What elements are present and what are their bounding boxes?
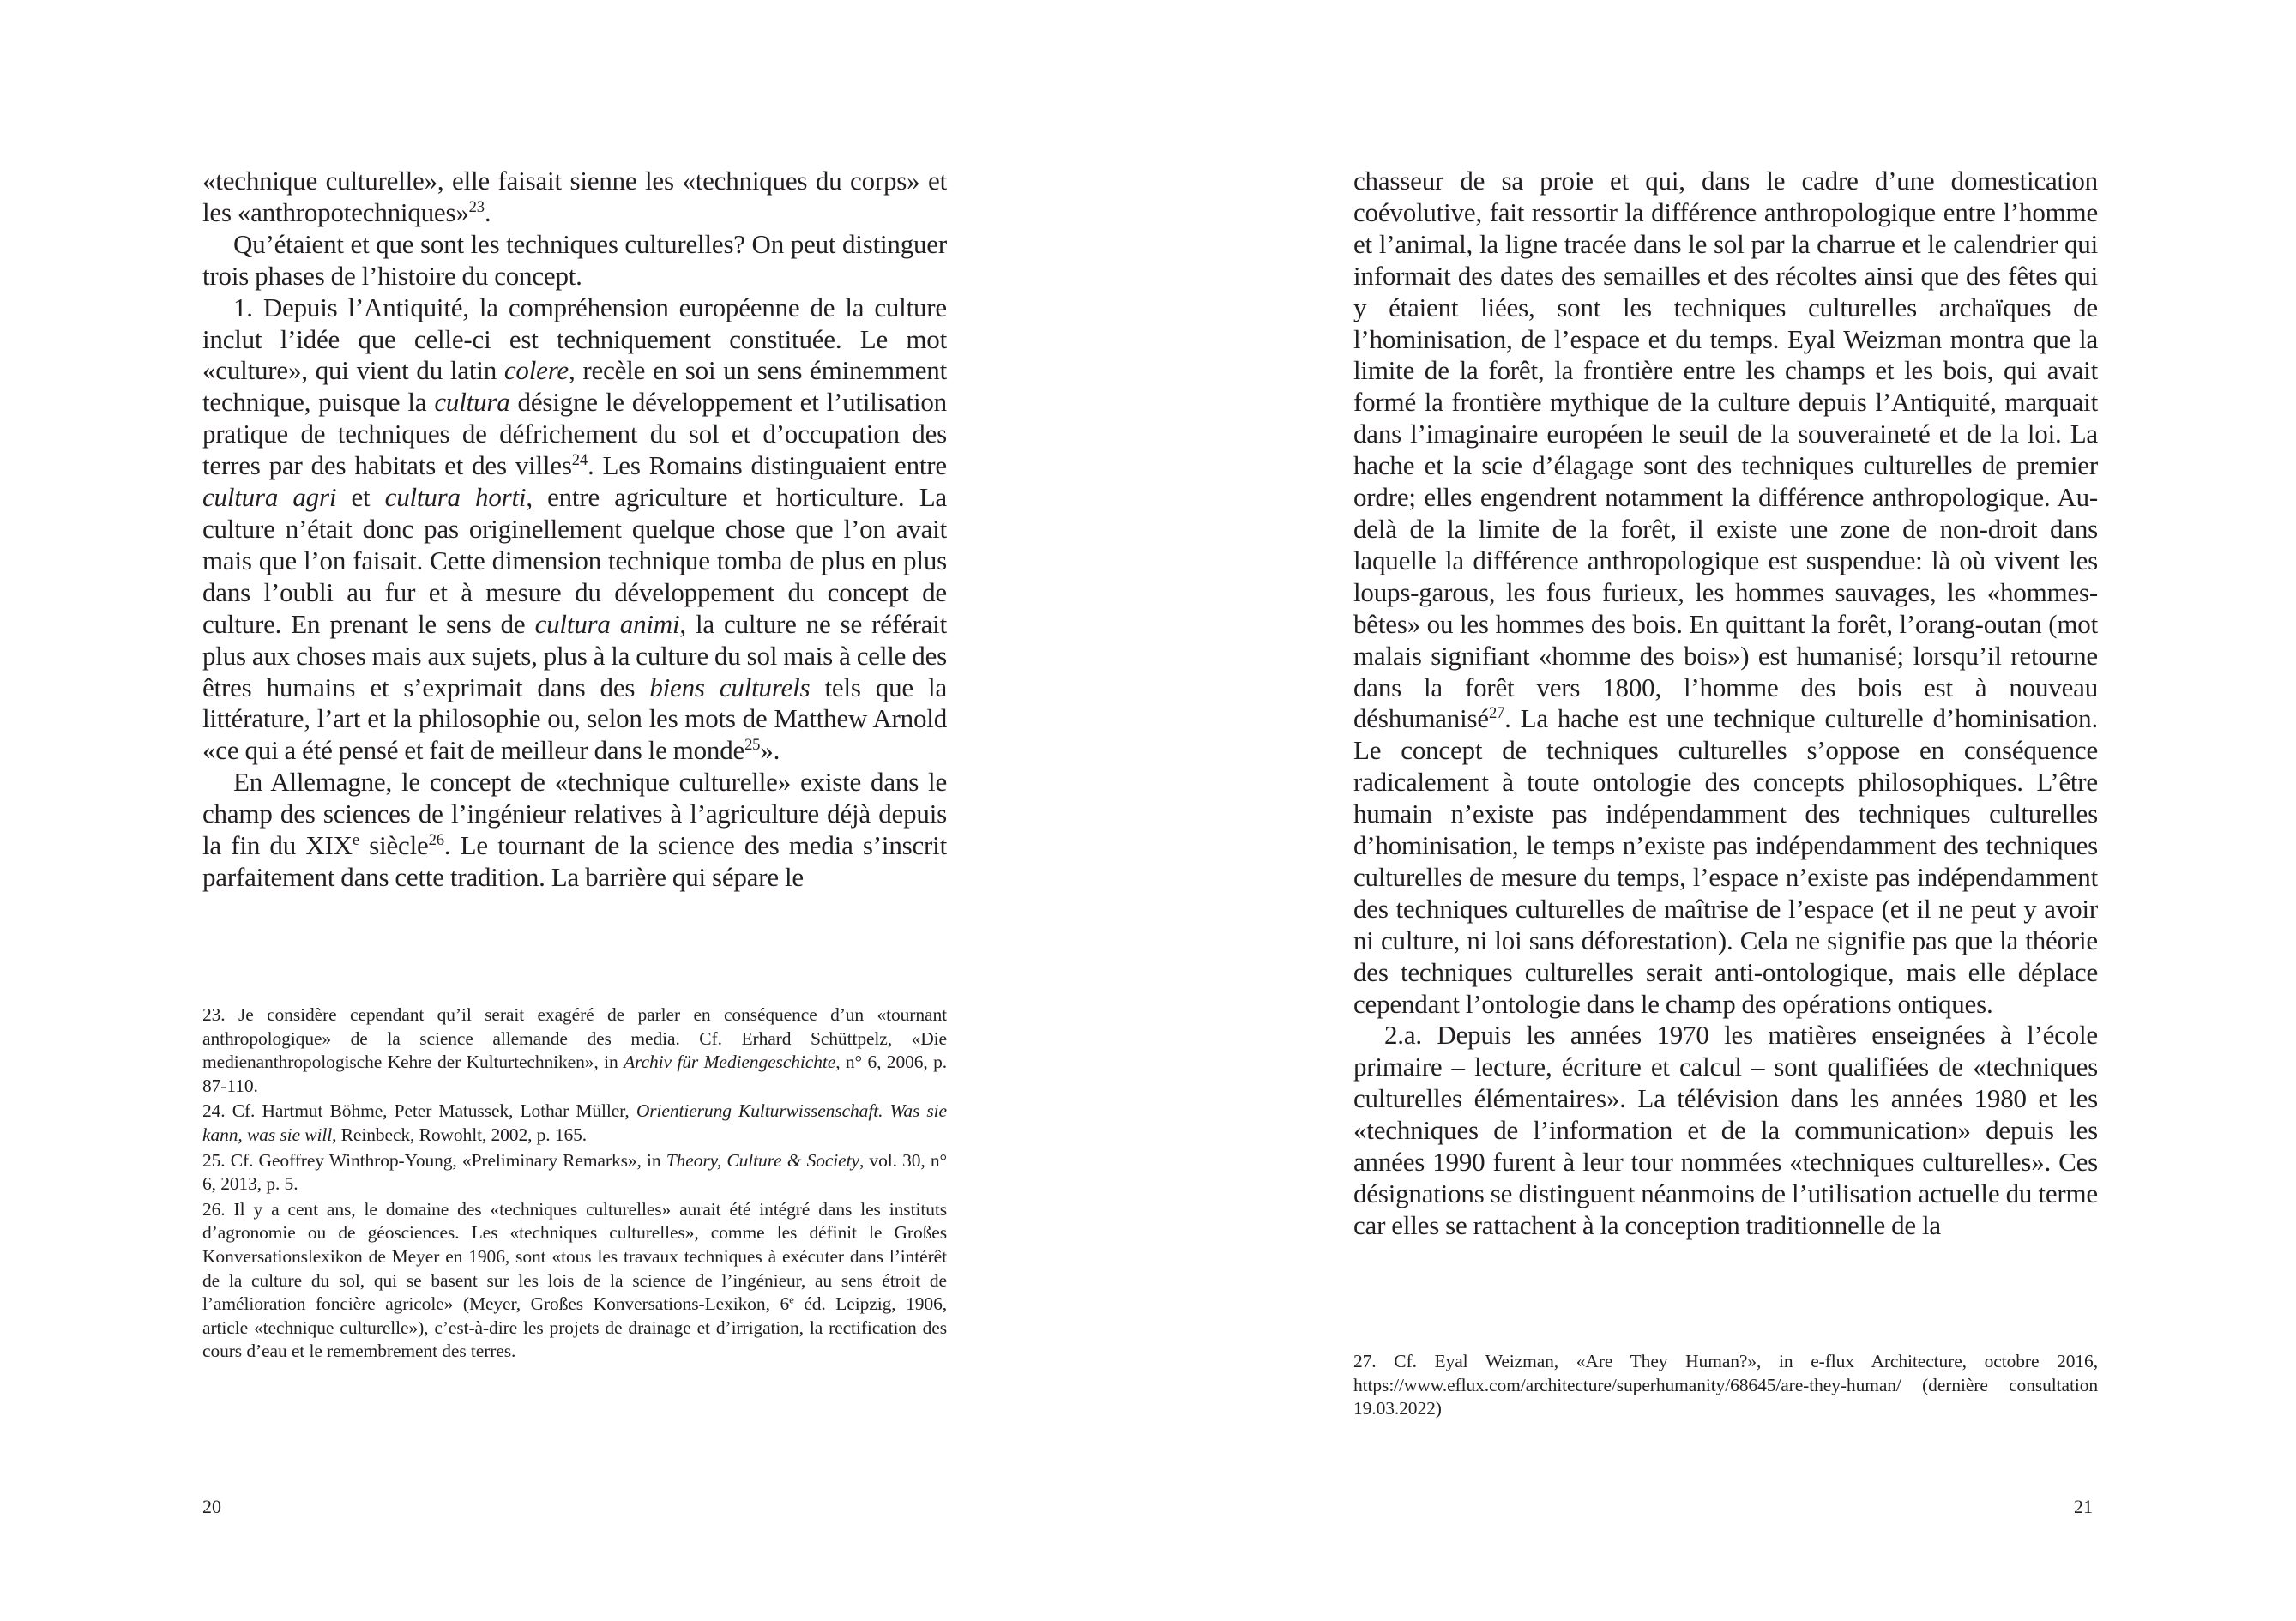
footnote-reference: e — [789, 1293, 794, 1306]
footnote-26 — [202, 1198, 947, 1364]
footnote-reference: 23 — [468, 197, 485, 216]
text-run: 24. Cf. Hartmut Böhme, Peter Matussek, Lothar Müller, — [202, 1100, 636, 1122]
text-run: , n° 6, 2006, p. 87-110. — [202, 1052, 948, 1096]
text-run: désigne le développement et l’utilisation pratique de techniques de défrichement du sol et d’occupation des terres par des habitats et des villes — [202, 387, 947, 481]
page-number-left: 20 — [202, 1496, 221, 1517]
text-run: , recèle en soi un sens éminemment technique, puisque la — [202, 355, 947, 418]
body-paragraph — [202, 292, 947, 768]
italic-text: cultura horti — [384, 482, 527, 513]
italic-text: cultura agri — [202, 482, 337, 513]
left-body-text — [202, 166, 947, 894]
text-run: . Les Romains distinguaient entre — [587, 450, 947, 481]
text-run: 23. Je considère cependant qu’il serait exagéré de parler en conséquence d’un «tournant anthropologique» de la science allemande des media. Cf. Erhard Schüttpelz, «Die medienanthropologische Kehre der Kulturtechniken», in — [202, 1004, 947, 1073]
text-run: 25. Cf. Geoffrey Winthrop-Young, «Preliminary Remarks», in — [202, 1149, 666, 1171]
footnote-reference: 25 — [744, 736, 761, 755]
italic-text: cultura — [434, 387, 510, 418]
right-body-text — [1353, 166, 2098, 1242]
text-run: ». — [760, 735, 780, 766]
text-run: «technique culturelle», elle faisait sienne les «techniques du corps» et les «anthropotechniques» — [202, 166, 947, 227]
text-run: , la culture ne se référait plus aux choses mais aux sujets, plus à la culture du sol mais à celle des êtres humains et s’exprimait dans des — [202, 608, 948, 702]
italic-text: Archiv für Mediengeschichte — [624, 1052, 836, 1073]
text-run: . Le tournant de la science des media s’inscrit parfaitement dans cette tradition. La barrière qui sépare le — [202, 830, 948, 892]
body-paragraph — [1353, 1020, 2098, 1241]
right-footnotes — [1353, 1350, 2098, 1423]
text-run: 2.a. Depuis les années 1970 les matières enseignées à l’école primaire – lecture, écriture et calcul – sont qualifiées de «techniques culturelles élémentaires». La télévision dans les années 1980 et les «techniques de l’information et de la communication» depuis les années 1990 furent à leur tour nommées «techniques culturelles». Ces désignations se distinguent néanmoins de l’utilisation actuelle du terme car elles se rattachent à la conception traditionnelle de la — [1353, 1020, 2098, 1240]
body-paragraph — [1353, 166, 2098, 1020]
text-run: . — [484, 196, 491, 227]
text-run: . La hache est une technique culturelle d’hominisation. Le concept de techniques culturelles s’oppose en conséquence radicalement à toute ontologie des concepts philosophiques. L’être humain n’existe pas indépendamment des techniques culturelles d’hominisation, le temps n’existe pas indépendamment des techniques culturelles de mesure du temps, l’espace n’existe pas indépendamment des techniques culturelles de maîtrise de l’espace (et il ne peut y avoir ni culture, ni loi sans déforestation). Cela ne signifie pas que la théorie des techniques culturelles serait anti-ontologique, mais elle déplace cependant l’ontologie dans le champ des opérations ontiques. — [1353, 703, 2098, 1019]
text-run: siècle — [359, 830, 429, 861]
footnote-reference: 27 — [1488, 704, 1505, 723]
page-number-right: 21 — [2074, 1496, 2093, 1517]
text-run: et — [336, 482, 385, 513]
text-run: chasseur de sa proie et qui, dans le cadre d’une domestication coévolutive, fait ressortir la différence anthropologique entre l’homme et l’animal, la ligne tracée dans le sol par la charrue et le calendrier qui informait des dates des semailles et des récoltes ainsi que des fêtes qui y étaient liées, sont les techniques culturelles archaïques de l’hominisation, de l’espace et du temps. Eyal Weizman montra que la limite de la forêt, la frontière entre les champs et les bois, qui avait formé la frontière mythique de la culture depuis l’Antiquité, marquait dans l’imaginaire européen le seuil de la souveraineté et de la loi. La hache et la scie d’élagage sont des techniques culturelles de premier ordre; elles engendrent notamment la différence anthropologique. Au-delà de la limite de la forêt, il existe une zone de non-droit dans laquelle la différence anthropologique est suspendue: là où vivent les loups-garous, les fous furieux, les hommes sauvages, les «hommes-bêtes» ou les hommes des bois. En quittant la forêt, l’orang-outan (mot malais signifiant «homme des bois») est humanisé; lorsqu’il retourne dans la forêt vers 1800, l’homme des bois est à nouveau déshumanisé — [1353, 166, 2098, 734]
italic-text: biens culturels — [649, 672, 811, 702]
footnote-reference: 26 — [428, 830, 444, 849]
text-run: En Allemagne, le concept de «technique culturelle» existe dans le champ des sciences de l’ingénieur relatives à l’agriculture déjà depuis la fin du XIX — [202, 767, 947, 861]
text-run: Qu’étaient et que sont les techniques culturelles? On peut distinguer trois phases de l’histoire du concept. — [202, 228, 947, 291]
text-run: , Reinbeck, Rowohlt, 2002, p. 165. — [332, 1124, 588, 1145]
body-paragraph — [202, 166, 947, 229]
right-page — [1148, 0, 2295, 1621]
footnote-23 — [202, 1003, 947, 1098]
text-run: tels que la littérature, l’art et la philosophie ou, selon les mots de Matthew Arnold «ce qui a été pensé et fait de meilleur dans le monde — [202, 672, 948, 766]
text-run: 27. Cf. Eyal Weizman, «Are They Human?», in e-flux Architecture, octobre 2016, https://www.eflux.com/architecture/superhumanity/68645/are-they-human/ (dernière consultation 19.03.2022) — [1353, 1351, 2098, 1419]
footnote-reference: 24 — [571, 451, 588, 469]
italic-text: colere — [503, 355, 569, 386]
text-run: , vol. 30, n° 6, 2013, p. 5. — [202, 1149, 947, 1195]
text-run: éd. Leipzig, 1906, article «technique culturelle»), c’est-à-dire les projets de drainage et d’irrigation, la rectification des cours d’eau et le remembrement des terres. — [202, 1293, 947, 1362]
text-run: , entre agriculture et horticulture. La culture n’était donc pas originellement quelque chose que l’on avait mais que l’on faisait. Cette dimension technique tomba de plus en plus dans l’oubli au fur et à mesure du développement du concept de culture. En prenant le sens de — [202, 482, 947, 639]
italic-text: Theory, Culture & Society — [666, 1149, 859, 1171]
left-footnotes — [202, 1003, 947, 1365]
italic-text: Orientierung Kulturwissenschaft. Was sie kann, was sie will — [202, 1100, 947, 1145]
text-run: 26. Il y a cent ans, le domaine des «techniques culturelles» aurait été intégré dans les instituts d’agronomie ou de géosciences. Les «techniques culturelles», comme les définit le Großes Konversationslexikon de Meyer en 1906, sont «tous les travaux techniques à exécuter dans l’intérêt de la culture du sol, qui se basent sur les lois de la science de l’ingénieur, au sens étroit de l’amélioration foncière agricole» (Meyer, Großes Konversations-Lexikon, 6 — [202, 1198, 947, 1315]
footnote-reference: e — [352, 830, 359, 849]
italic-text: cultura animi — [534, 608, 680, 639]
body-paragraph — [202, 767, 947, 894]
body-paragraph — [202, 229, 947, 292]
text-run: 1. Depuis l’Antiquité, la compréhension européenne de la culture inclut l’idée que celle-ci est techniquement constituée. Le mot «culture», qui vient du latin — [202, 292, 947, 386]
footnote-27 — [1353, 1350, 2098, 1421]
footnote-25 — [202, 1149, 947, 1196]
footnote-24 — [202, 1100, 947, 1147]
